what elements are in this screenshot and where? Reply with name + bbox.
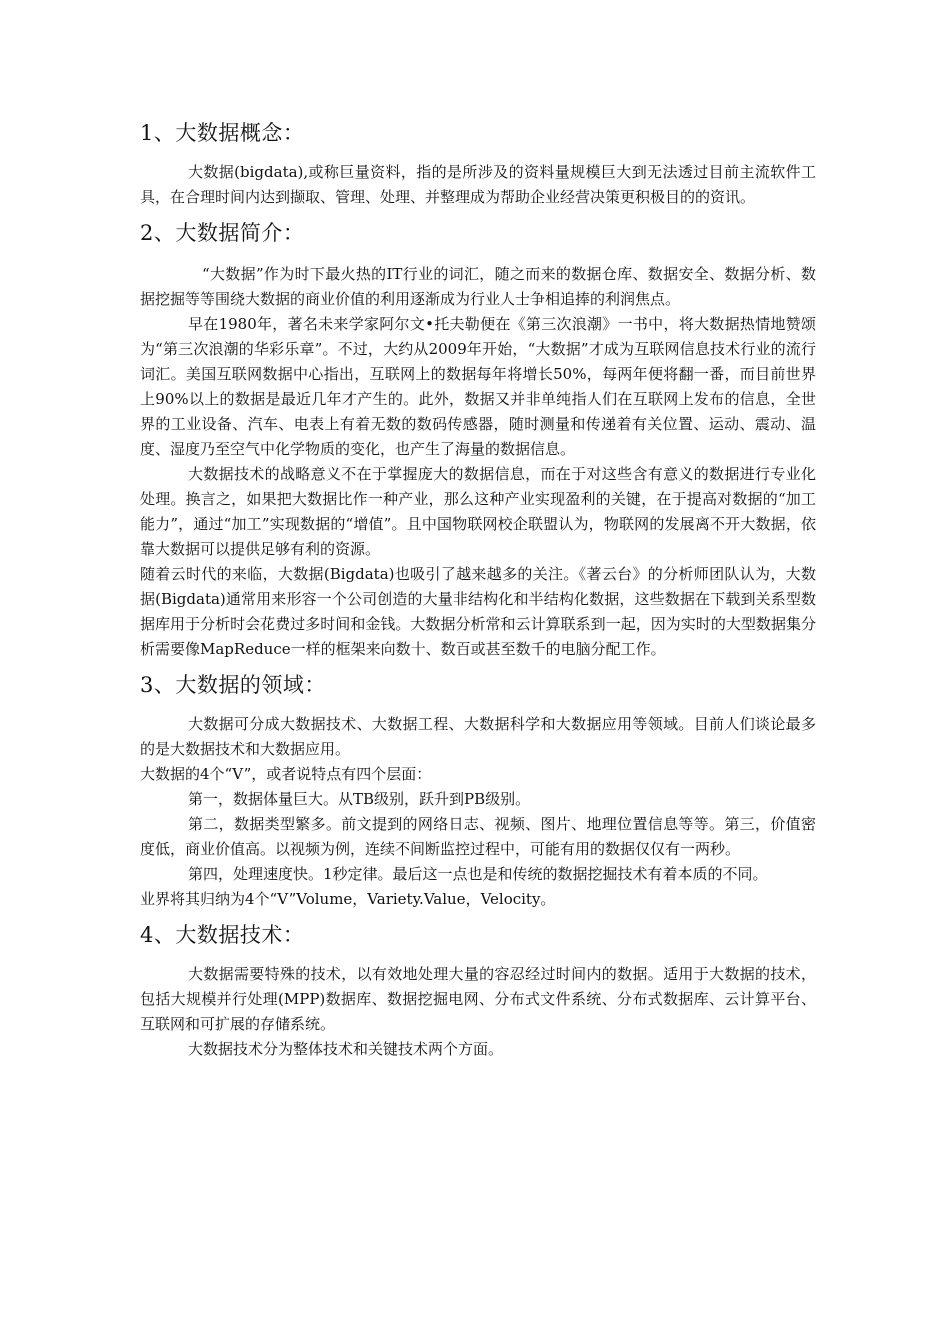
paragraph: 大数据技术分为整体技术和关键技术两个方面。 — [188, 1040, 504, 1058]
section-heading-concept: 1、大数据概念： — [140, 121, 305, 145]
paragraph: 业界将其归纳为4个“V”Volume，Variety.Value，Velocity。 — [140, 890, 556, 908]
document-page — [140, 118, 816, 1062]
section-heading-domains: 3、大数据的领域： — [140, 673, 326, 697]
paragraph: 大数据需要特殊的技术，以有效地处理大量的容忍经过时间内的数据。适用于大数据的技术，包括大规模并行处理(MPP)数据库、数据挖掘电网、分布式文件系统、分布式数据库、云计算平台、互联网和可扩展的存储系统。 — [140, 965, 816, 1033]
paragraph: 第一，数据体量巨大。从TB级别，跃升到PB级别。 — [188, 790, 531, 808]
paragraph: 大数据(bigdata),或称巨量资料，指的是所涉及的资料量规模巨大到无法透过目前主流软件工具，在合理时间内达到撷取、管理、处理、并整理成为帮助企业经营决策更积极目的的资讯。 — [140, 163, 816, 206]
paragraph: 大数据的4个“V”，或者说特点有四个层面： — [140, 765, 432, 783]
paragraph: 大数据可分成大数据技术、大数据工程、大数据科学和大数据应用等领域。目前人们谈论最多的是大数据技术和大数据应用。 — [140, 715, 816, 758]
section-heading-technology: 4、大数据技术： — [140, 923, 305, 947]
paragraph: 第二，数据类型繁多。前文提到的网络日志、视频、图片、地理位置信息等等。第三，价值密度低，商业价值高。以视频为例，连续不间断监控过程中，可能有用的数据仅仅有一两秒。 — [140, 815, 816, 858]
paragraph: “大数据”作为时下最火热的IT行业的词汇，随之而来的数据仓库、数据安全、数据分析、数据挖掘等等围绕大数据的商业价值的利用逐渐成为行业人士争相追捧的利润焦点。 — [140, 265, 816, 308]
section-heading-intro: 2、大数据简介： — [140, 221, 305, 245]
paragraph: 早在1980年，著名未来学家阿尔文•托夫勒便在《第三次浪潮》一书中，将大数据热情地赞颂为“第三次浪潮的华彩乐章”。不过，大约从2009年开始，“大数据”才成为互联网信息技术行业的流行词汇。美国互联网数据中心指出，互联网上的数据每年将增长50%，每两年便将翻一番，而目前世界上90%以上的数据是最近几年才产生的。此外，数据又并非单纯指人们在互联网上发布的信息，全世界的工业设备、汽车、电表上有着无数的数码传感器，随时测量和传递着有关位置、运动、震动、温度、湿度乃至空气中化学物质的变化，也产生了海量的数据信息。 — [140, 315, 816, 458]
paragraph: 随着云时代的来临，大数据(Bigdata)也吸引了越来越多的关注。《著云台》的分析师团队认为，大数据(Bigdata)通常用来形容一个公司创造的大量非结构化和半结构化数据，这些数据在下载到关系型数据库用于分析时会花费过多时间和金钱。大数据分析常和云计算联系到一起，因为实时的大型数据集分析需要像MapReduce一样的框架来向数十、数百或甚至数千的电脑分配工作。 — [140, 565, 816, 658]
paragraph: 第四，处理速度快。1秒定律。最后这一点也是和传统的数据挖掘技术有着本质的不同。 — [188, 865, 768, 883]
paragraph: 大数据技术的战略意义不在于掌握庞大的数据信息，而在于对这些含有意义的数据进行专业化处理。换言之，如果把大数据比作一种产业，那么这种产业实现盈利的关键，在于提高对数据的“加工能力”，通过“加工”实现数据的“增值”。且中国物联网校企联盟认为，物联网的发展离不开大数据，依靠大数据可以提供足够有利的资源。 — [140, 465, 816, 558]
